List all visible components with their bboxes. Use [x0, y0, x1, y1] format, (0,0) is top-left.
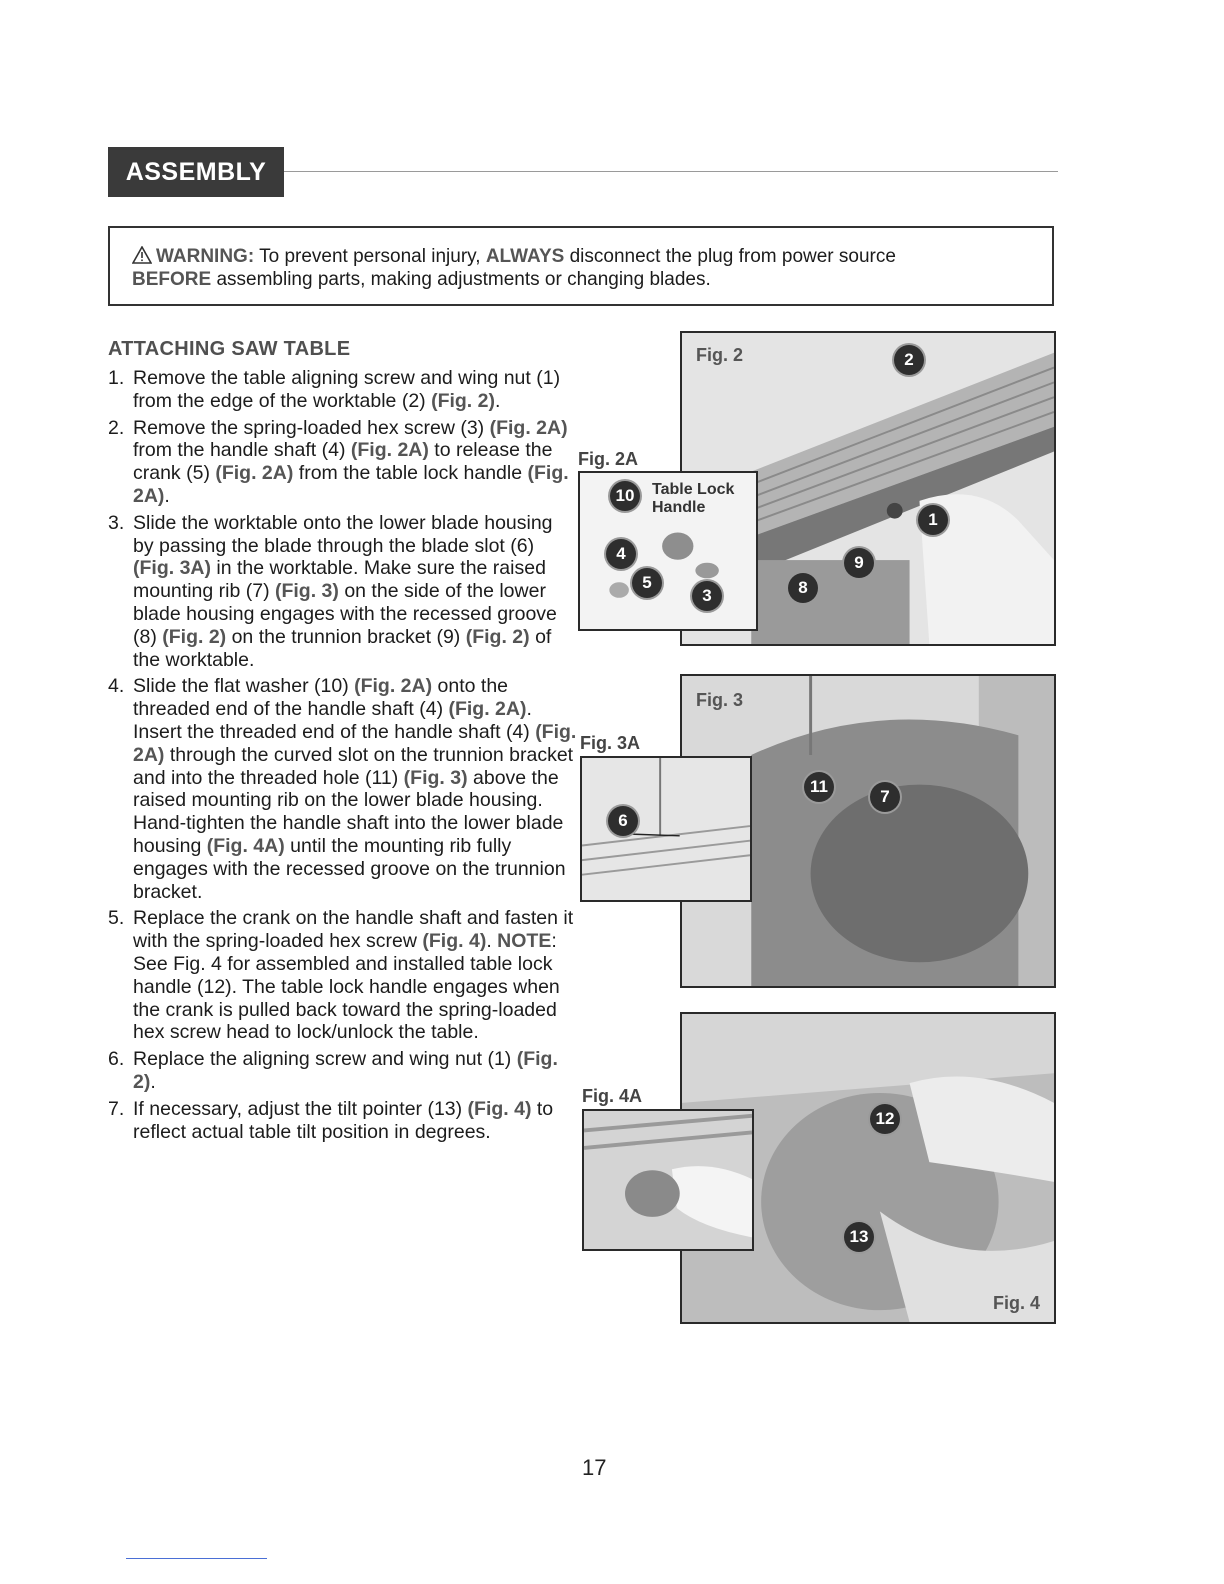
step-text: in the worktable. Make sure the raised mounting rib (7): [133, 557, 546, 603]
step-text: .: [150, 1070, 156, 1093]
figure-reference: (Fig. 4): [467, 1097, 532, 1120]
figure-reference: (Fig. 4): [422, 930, 487, 953]
figure-reference: (Fig. 2A): [489, 416, 568, 439]
callout-6: 6: [608, 806, 638, 836]
step-number: 7.: [108, 1097, 125, 1120]
figure-2a-photo: [578, 471, 758, 631]
figure-4a-photo: [582, 1109, 754, 1251]
callout-13: 13: [844, 1222, 874, 1252]
figure-reference: (Fig. 2A): [448, 698, 527, 721]
step-6: [108, 1048, 578, 1094]
callout-12: 12: [870, 1104, 900, 1134]
step-text: : See Fig. 4 for assembled and installed table lock handle (12). The table lock handle engages when the crank is pulled back toward the spring-loaded hex screw head to lock/unlock the table.: [133, 930, 560, 1044]
step-text: until the mounting rib fully engages with the recessed groove on the trunnion bracket.: [133, 834, 566, 903]
footer-link-line: [126, 1558, 267, 1559]
step-text: from the handle shaft (4): [133, 439, 351, 462]
figure-reference: (Fig. 4A): [206, 834, 285, 857]
step-text: to release the crank (5): [133, 439, 553, 485]
figure-3a-photo: [580, 756, 752, 902]
warning-text-2: disconnect the plug from power source: [564, 246, 896, 267]
step-number: 6.: [108, 1048, 125, 1071]
section-header-title: ASSEMBLY: [125, 157, 267, 186]
figure-reference: (Fig. 2A): [350, 439, 429, 462]
step-text: .: [486, 930, 498, 953]
warning-line-2: [132, 268, 1030, 291]
step-text: through the curved slot on the trunnion bracket and into the threaded hole (11): [133, 743, 574, 789]
figure-reference: (Fig. 2): [133, 1048, 558, 1093]
step-7: [108, 1098, 578, 1144]
warning-before: BEFORE: [132, 269, 212, 290]
figure-reference: (Fig. 2A): [215, 462, 294, 485]
step-text: Remove the table aligning screw and wing nut (1) from the edge of the worktable (2): [133, 367, 561, 412]
step-text: Replace the crank on the handle shaft and fasten it with the spring-loaded hex screw: [133, 907, 574, 953]
step-text: on the trunnion bracket (9): [226, 625, 466, 648]
callout-1: 1: [918, 505, 948, 535]
step-text: on the side of the lower blade housing engages with the recessed groove (8): [133, 580, 557, 648]
step-text: of the worktable.: [133, 625, 552, 671]
step-text: to reflect actual table tilt position in degrees.: [133, 1097, 554, 1143]
step-4: [108, 675, 578, 903]
table-lock-handle-label: Table Lock Handle: [652, 481, 735, 516]
figure-reference: (Fig. 2A): [354, 675, 433, 698]
warning-triangle-icon: [132, 246, 152, 264]
figure-reference: (Fig. 2): [162, 625, 227, 648]
step-text: Slide the flat washer (10): [133, 675, 355, 698]
step-number: 4.: [108, 675, 125, 698]
step-text: onto the threaded end of the handle shaft (4): [133, 675, 509, 721]
callout-4: 4: [606, 539, 636, 569]
callout-8: 8: [788, 573, 818, 603]
section-title: ATTACHING SAW TABLE: [108, 338, 351, 360]
warning-label: WARNING:: [156, 246, 255, 267]
section-header: [108, 147, 284, 197]
warning-always: ALWAYS: [485, 246, 565, 267]
figure-3-label: Fig. 3: [696, 690, 744, 710]
warning-text-1: To prevent personal injury,: [254, 246, 486, 267]
figure-2-label: Fig. 2: [696, 345, 744, 365]
figure-3a-label: Fig. 3A: [580, 733, 641, 753]
figure-reference: (Fig. 3): [274, 580, 339, 603]
figure-2a-label: Fig. 2A: [578, 449, 639, 469]
step-1: [108, 367, 578, 413]
figure-reference: (Fig. 2A): [133, 462, 569, 507]
figure-reference: (Fig. 3): [403, 766, 468, 789]
figure-reference: (Fig. 2): [465, 625, 530, 648]
step-text: .: [495, 389, 501, 412]
step-text: Replace the aligning screw and wing nut (1): [133, 1048, 517, 1071]
assembly-steps: [108, 367, 578, 1147]
step-5: [108, 907, 578, 1044]
step-text: above the raised mounting rib on the lower blade housing. Hand-tighten the handle shaft into the lower blade housing: [133, 766, 564, 857]
callout-5: 5: [632, 568, 662, 598]
page-number: 17: [582, 1455, 607, 1480]
callout-10: 10: [610, 481, 640, 511]
callout-9: 9: [844, 548, 874, 578]
step-3: [108, 512, 578, 672]
figure-reference: (Fig. 2): [431, 389, 495, 412]
figure-4a-label: Fig. 4A: [582, 1086, 643, 1106]
callout-11: 11: [804, 772, 834, 802]
note-label: NOTE: [497, 930, 552, 953]
warning-text-3: assembling parts, making adjustments or changing blades.: [211, 269, 711, 290]
step-text: .: [164, 484, 170, 507]
figure-reference: (Fig. 2A): [133, 720, 577, 766]
handle-shaft-illustration: [584, 1111, 752, 1249]
step-number: 1.: [108, 367, 125, 389]
step-number: 5.: [108, 907, 125, 930]
step-text: If necessary, adjust the tilt pointer (13): [133, 1097, 468, 1120]
step-text: Slide the worktable onto the lower blade housing by passing the blade through the blade slot (6): [133, 511, 553, 557]
step-number: 3.: [108, 511, 125, 534]
step-text: . Insert the threaded end of the handle shaft (4): [133, 698, 536, 743]
warning-box: [108, 226, 1054, 306]
warning-line-1: [132, 245, 1030, 268]
callout-7: 7: [870, 782, 900, 812]
callout-3: 3: [692, 581, 722, 611]
step-number: 2.: [108, 416, 125, 439]
step-text: from the table lock handle: [293, 462, 528, 485]
blade-slot-illustration: [582, 758, 750, 900]
figure-4-label: Fig. 4: [992, 1293, 1040, 1313]
step-text: Remove the spring-loaded hex screw (3): [133, 416, 490, 439]
step-2: [108, 417, 578, 508]
callout-2: 2: [894, 345, 924, 375]
figure-reference: (Fig. 3A): [133, 557, 211, 580]
